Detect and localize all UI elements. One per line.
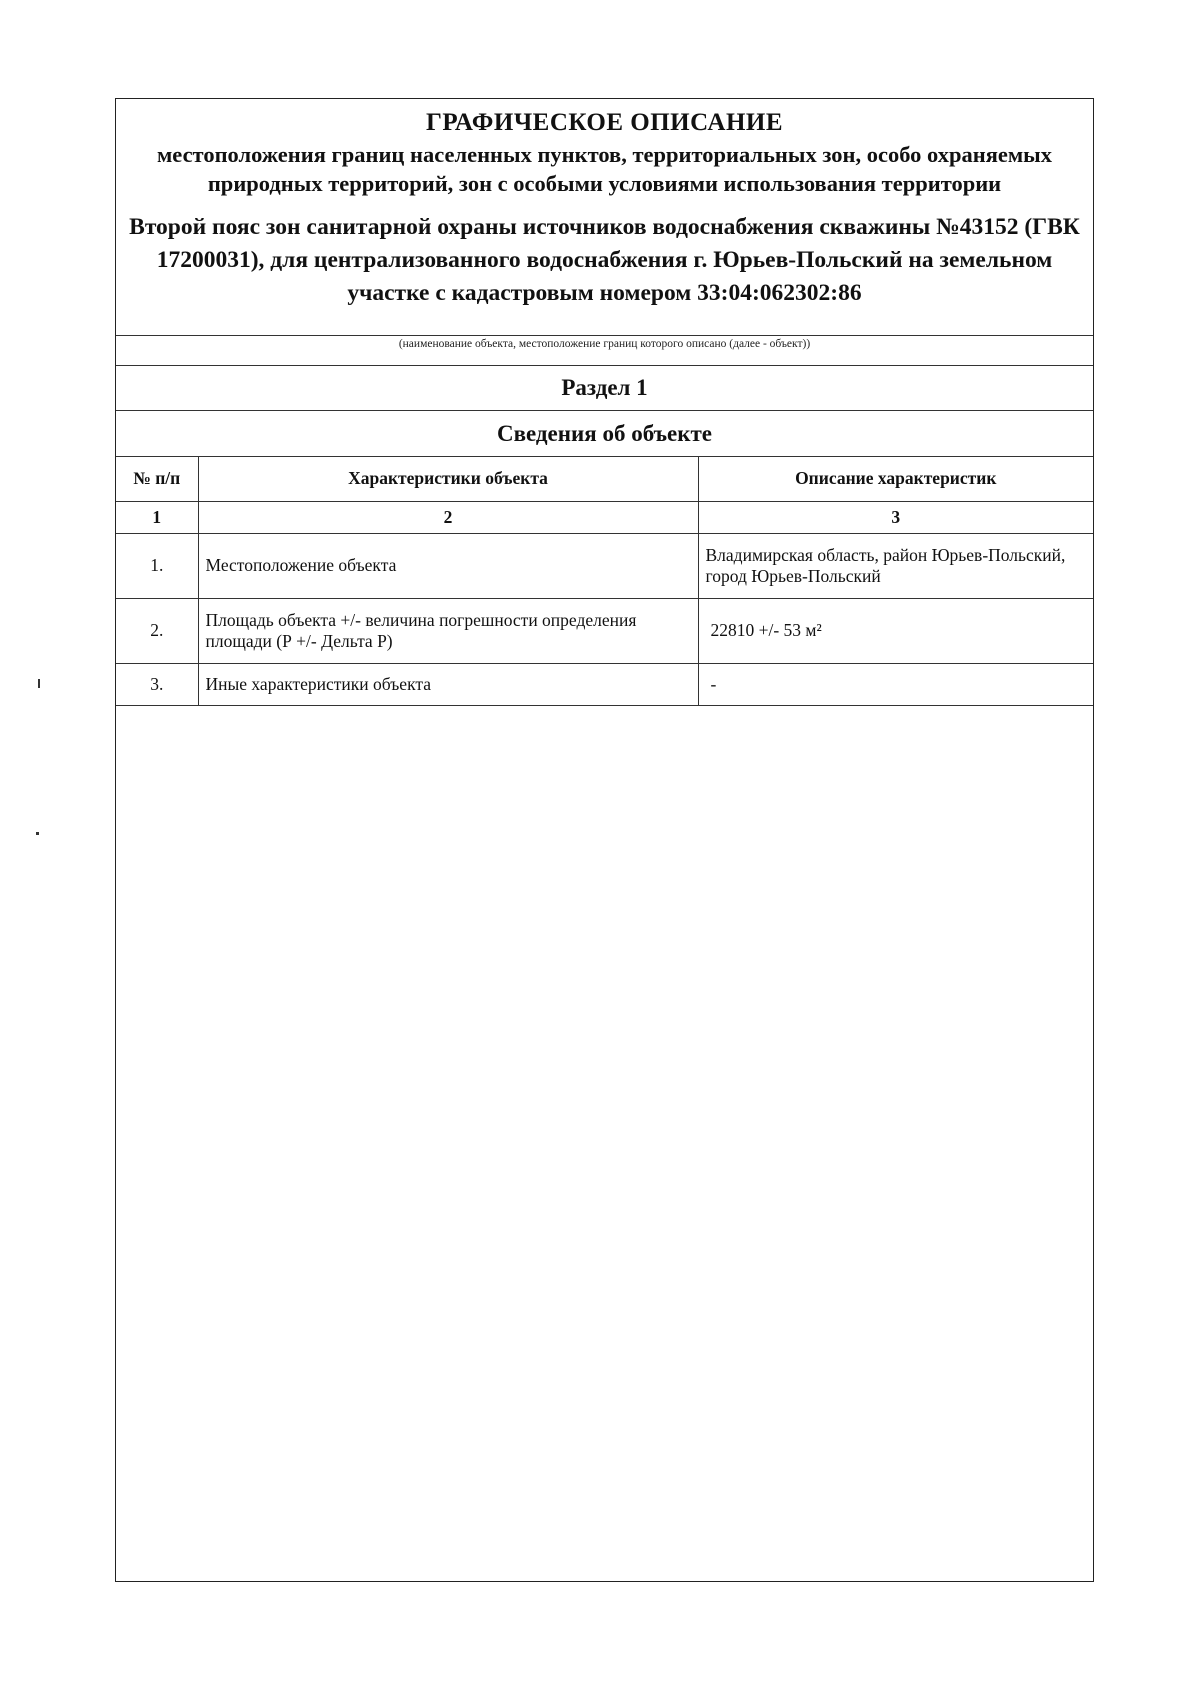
- document-title: ГРАФИЧЕСКОЕ ОПИСАНИЕ: [425, 109, 784, 136]
- column-number-cell: 3: [698, 501, 1093, 533]
- header-cell-characteristic: Характеристики объекта: [198, 457, 698, 501]
- row-description: -: [698, 663, 1093, 705]
- column-number-cell: 1: [116, 501, 198, 533]
- row-number: 1.: [116, 533, 198, 598]
- row-number: 3.: [116, 663, 198, 705]
- row-description: 22810 +/- 53 м²: [698, 598, 1093, 663]
- row-characteristic: Иные характеристики объекта: [198, 663, 698, 705]
- header-cell-number: № п/п: [116, 457, 198, 501]
- row-description: Владимирская область, район Юрьев-Польский, город Юрьев-Польский: [698, 533, 1093, 598]
- object-caption: (наименование объекта, местоположение границ которого описано (далее - объект)): [398, 338, 811, 350]
- header-cell-description: Описание характеристик: [698, 457, 1093, 501]
- row-number: 2.: [116, 598, 198, 663]
- scan-speck: [36, 832, 39, 835]
- column-number-row: [116, 501, 1093, 533]
- table-row: [116, 533, 1093, 598]
- document-header: [116, 99, 1093, 310]
- table-header-row: [116, 457, 1093, 501]
- object-info-table: [116, 457, 1093, 706]
- divider-line: [116, 335, 1093, 336]
- scan-speck: [38, 679, 40, 688]
- section-label: Раздел 1: [561, 375, 648, 400]
- row-characteristic: Площадь объекта +/- величина погрешности определения площади (Р +/- Дельта Р): [198, 598, 698, 663]
- row-characteristic: Местоположение объекта: [198, 533, 698, 598]
- document-subtitle: местоположения границ населенных пунктов, территориальных зон, особо охраняемых природных территорий, зон с особыми условиями использования территории: [156, 142, 1052, 196]
- section-title: Сведения об объекте: [496, 421, 713, 446]
- object-name: Второй пояс зон санитарной охраны источников водоснабжения скважины №43152 (ГВК 17200031), для централизованного водоснабжения г. Юрьев-Польский на земельном участке с кадастровым номером 33:04:062302:86: [129, 214, 1080, 306]
- column-number-cell: 2: [198, 501, 698, 533]
- table-row: [116, 663, 1093, 705]
- table-row: [116, 598, 1093, 663]
- document-frame: [115, 98, 1094, 1582]
